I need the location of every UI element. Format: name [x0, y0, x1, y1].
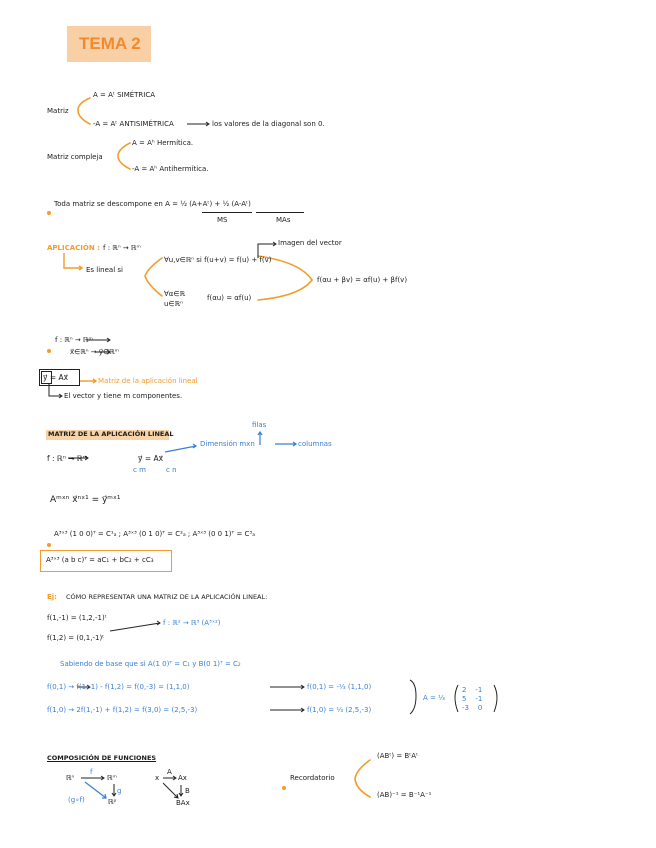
- imagen-note: Imagen del vector: [278, 239, 342, 247]
- bullet-dot-4: [282, 777, 286, 796]
- ya-formula: y⃗ = Ax⃗: [43, 373, 69, 382]
- aplicacion-label: APLICACIÓN :: [47, 244, 100, 252]
- comp-b: B: [185, 787, 190, 795]
- matriz-aplicacion-header: MATRIZ DE LA APLICACIÓN LINEAL: [48, 430, 174, 438]
- recordatorio-label: Recordatorio: [290, 774, 335, 782]
- row1-left: f(0,1) → f(1,-1) - f(1,2) = f(0,-3) = (1,1,0): [47, 683, 190, 691]
- comp-a: A: [167, 768, 172, 776]
- column-equations: A³ˣ³ (1 0 0)ᵀ = C¹ₐ ; A³ˣ³ (0 1 0)ᵀ = C²ₐ ; A³ˣ³ (0 0 1)ᵀ = C³ₐ: [54, 530, 255, 538]
- cn-label: c n: [166, 466, 177, 474]
- composicion-header: COMPOSICIÓN DE FUNCIONES: [47, 754, 157, 762]
- es-lineal-si: Es lineal si: [86, 266, 123, 274]
- matrix-row-3: [462, 704, 482, 713]
- dimension-label: Dimensión mxn: [200, 440, 255, 448]
- m22: -1: [475, 695, 483, 703]
- fmap-line2: x⃗∈ℝⁿ → y⃗∈ℝᵐ: [70, 348, 120, 356]
- f-eval-2: f(1,2) = (0,1,-1)ᵗ: [47, 634, 105, 642]
- row1-right: f(0,1) = -⅓ (1,1,0): [307, 683, 372, 691]
- result-matrix: [462, 686, 482, 713]
- row2-right: f(1,0) = ⅓ (2,5,-3): [307, 706, 372, 714]
- m31: -3: [462, 704, 469, 712]
- antihermitica-text: -A = Aʰ Antihermítica.: [132, 165, 209, 173]
- m32: 0: [477, 704, 483, 712]
- columnas-label: columnas: [298, 440, 332, 448]
- comp-x: x: [155, 774, 160, 782]
- simetrica-text: A = Aᵗ SIMÉTRICA: [93, 91, 156, 99]
- hermitica-text: A = Aʰ Hermítica.: [132, 139, 194, 147]
- dimension-product: Aᵐˣⁿ x⃗ⁿˣ¹ = y⃗ᵐˣ¹: [50, 495, 121, 505]
- antisimetrica-text: -A = Aᵗ ANTISIMÉTRICA: [93, 120, 174, 128]
- inverse-rule: (AB)⁻¹ = B⁻¹A⁻¹: [377, 791, 432, 799]
- ma-ya: y⃗ = Ax⃗: [138, 454, 164, 463]
- matrix-row-2: [462, 695, 482, 704]
- comp-f: f: [90, 768, 93, 776]
- filas-label: filas: [252, 421, 267, 429]
- sabiendo-text: Sabiendo de base que si A(1 0)ᵀ = C₁ y B(0 1)ᵀ = C₂: [60, 660, 241, 668]
- mas-underline: [256, 212, 304, 213]
- fmap-line1: f : ℝⁿ → ℝᵐ: [55, 336, 93, 344]
- compleja-label: Matriz compleja: [47, 153, 103, 161]
- m21: 5: [462, 695, 467, 703]
- cond-alpha: ∀α∈ℝ: [164, 290, 186, 298]
- ma-map: f : ℝⁿ → ℝᵐ: [47, 454, 88, 463]
- combined-condition: f(αu + βv) = αf(u) + βf(v): [317, 276, 408, 284]
- ms-underline: [202, 212, 252, 213]
- m11: 2: [462, 686, 467, 694]
- cond-u: u∈ℝⁿ: [164, 300, 183, 308]
- ms-label: MS: [217, 216, 228, 224]
- matriz-aplicacion-note: Matriz de la aplicación lineal: [98, 377, 198, 385]
- cond-homogeneous: f(αu) = αf(u): [207, 294, 252, 302]
- descompone-text: Toda matriz se descompone en A = ½ (A+Aᵗ) + ½ (A-Aᵗ): [54, 200, 251, 208]
- row2-left: f(1,0) → 2f(1,-1) + f(1,2) = f(3,0) = (2,5,-3): [47, 706, 198, 714]
- comp-rp: ℝᵖ: [108, 798, 117, 806]
- cond-additive: ∀u,v∈ℝⁿ si f(u+v) = f(u) + f(v): [164, 256, 272, 264]
- aplicacion-map: f : ℝⁿ → ℝᵐ: [103, 244, 141, 252]
- comp-rn: ℝⁿ: [66, 774, 75, 782]
- m12: -1: [475, 686, 483, 694]
- result-a: A = ⅓: [423, 694, 445, 702]
- matrix-row-1: [462, 686, 482, 695]
- matriz-label: Matriz: [47, 107, 69, 115]
- bullet-dot-2: [47, 340, 51, 359]
- f-map-r2r3: f : ℝ² → ℝ³ (A³ˣ²): [163, 619, 221, 627]
- comp-rm: ℝᵐ: [107, 774, 117, 782]
- diagonal-note: los valores de la diagonal son 0.: [212, 120, 325, 128]
- comp-g: g: [117, 787, 122, 795]
- ej-heading: CÓMO REPRESENTAR UNA MATRIZ DE LA APLICACIÓN LINEAL:: [66, 593, 268, 601]
- mas-label: MAs: [276, 216, 291, 224]
- page-title: TEMA 2: [79, 34, 141, 53]
- cm-label: c m: [133, 466, 146, 474]
- comp-gof: (g∘f): [68, 796, 85, 804]
- abc-equation: A³ˣ³ (a b c)ᵀ = aC₁ + bC₂ + cC₃: [46, 556, 154, 564]
- ej-label: Ej:: [47, 593, 57, 601]
- comp-bax: BAx: [176, 799, 190, 807]
- transpose-rule: (ABᵗ) = BᵗAᵗ: [377, 752, 419, 760]
- f-eval-1: f(1,-1) = (1,2,-1)ᵗ: [47, 614, 107, 622]
- vector-m-note: El vector y tiene m componentes.: [64, 392, 183, 400]
- comp-ax: Ax: [178, 774, 187, 782]
- bullet-dot: [47, 202, 51, 221]
